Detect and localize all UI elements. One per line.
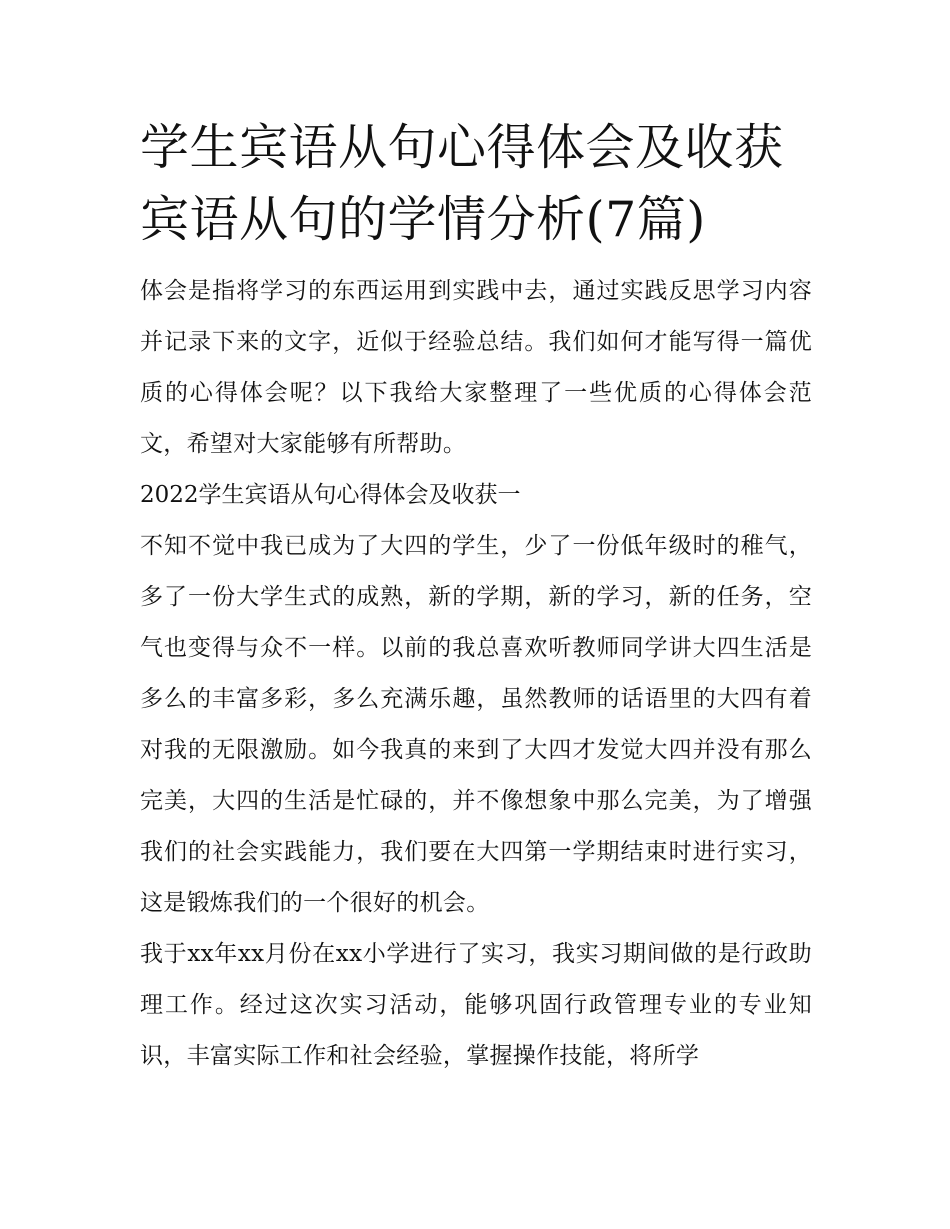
document-title: 学生宾语从句心得体会及收获 宾语从句的学情分析(7篇): [140, 119, 784, 248]
intro-paragraph: 体会是指将学习的东西运用到实践中去，通过实践反思学习内容并记录下来的文字，近似于经验总结。我们如何才能写得一篇优质的心得体会呢？以下我给大家整理了一些优质的心得体会范文，希望对大家能够有所帮助。: [140, 278, 812, 457]
body-paragraph-1: 不知不觉中我已成为了大四的学生，少了一份低年级时的稚气，多了一份大学生式的成熟，新的学期，新的学习，新的任务，空气也变得与众不一样。以前的我总喜欢听教师同学讲大四生活是多么的丰富多彩，多么充满乐趣，虽然教师的话语里的大四有着对我的无限激励。如今我真的来到了大四才发觉大四并没有那么完美，大四的生活是忙碌的，并不像想象中那么完美，为了增强我们的社会实践能力，我们要在大四第一学期结束时进行实习，这是锻炼我们的一个很好的机会。: [140, 533, 812, 916]
section-heading: 2022学生宾语从句心得体会及收获一: [140, 482, 521, 508]
body-paragraph-2: 我于xx年xx月份在xx小学进行了实习，我实习期间做的是行政助理工作。经过这次实习活动，能够巩固行政管理专业的专业知识，丰富实际工作和社会经验，掌握操作技能，将所学: [140, 941, 812, 1069]
document-content: [140, 112, 812, 1082]
